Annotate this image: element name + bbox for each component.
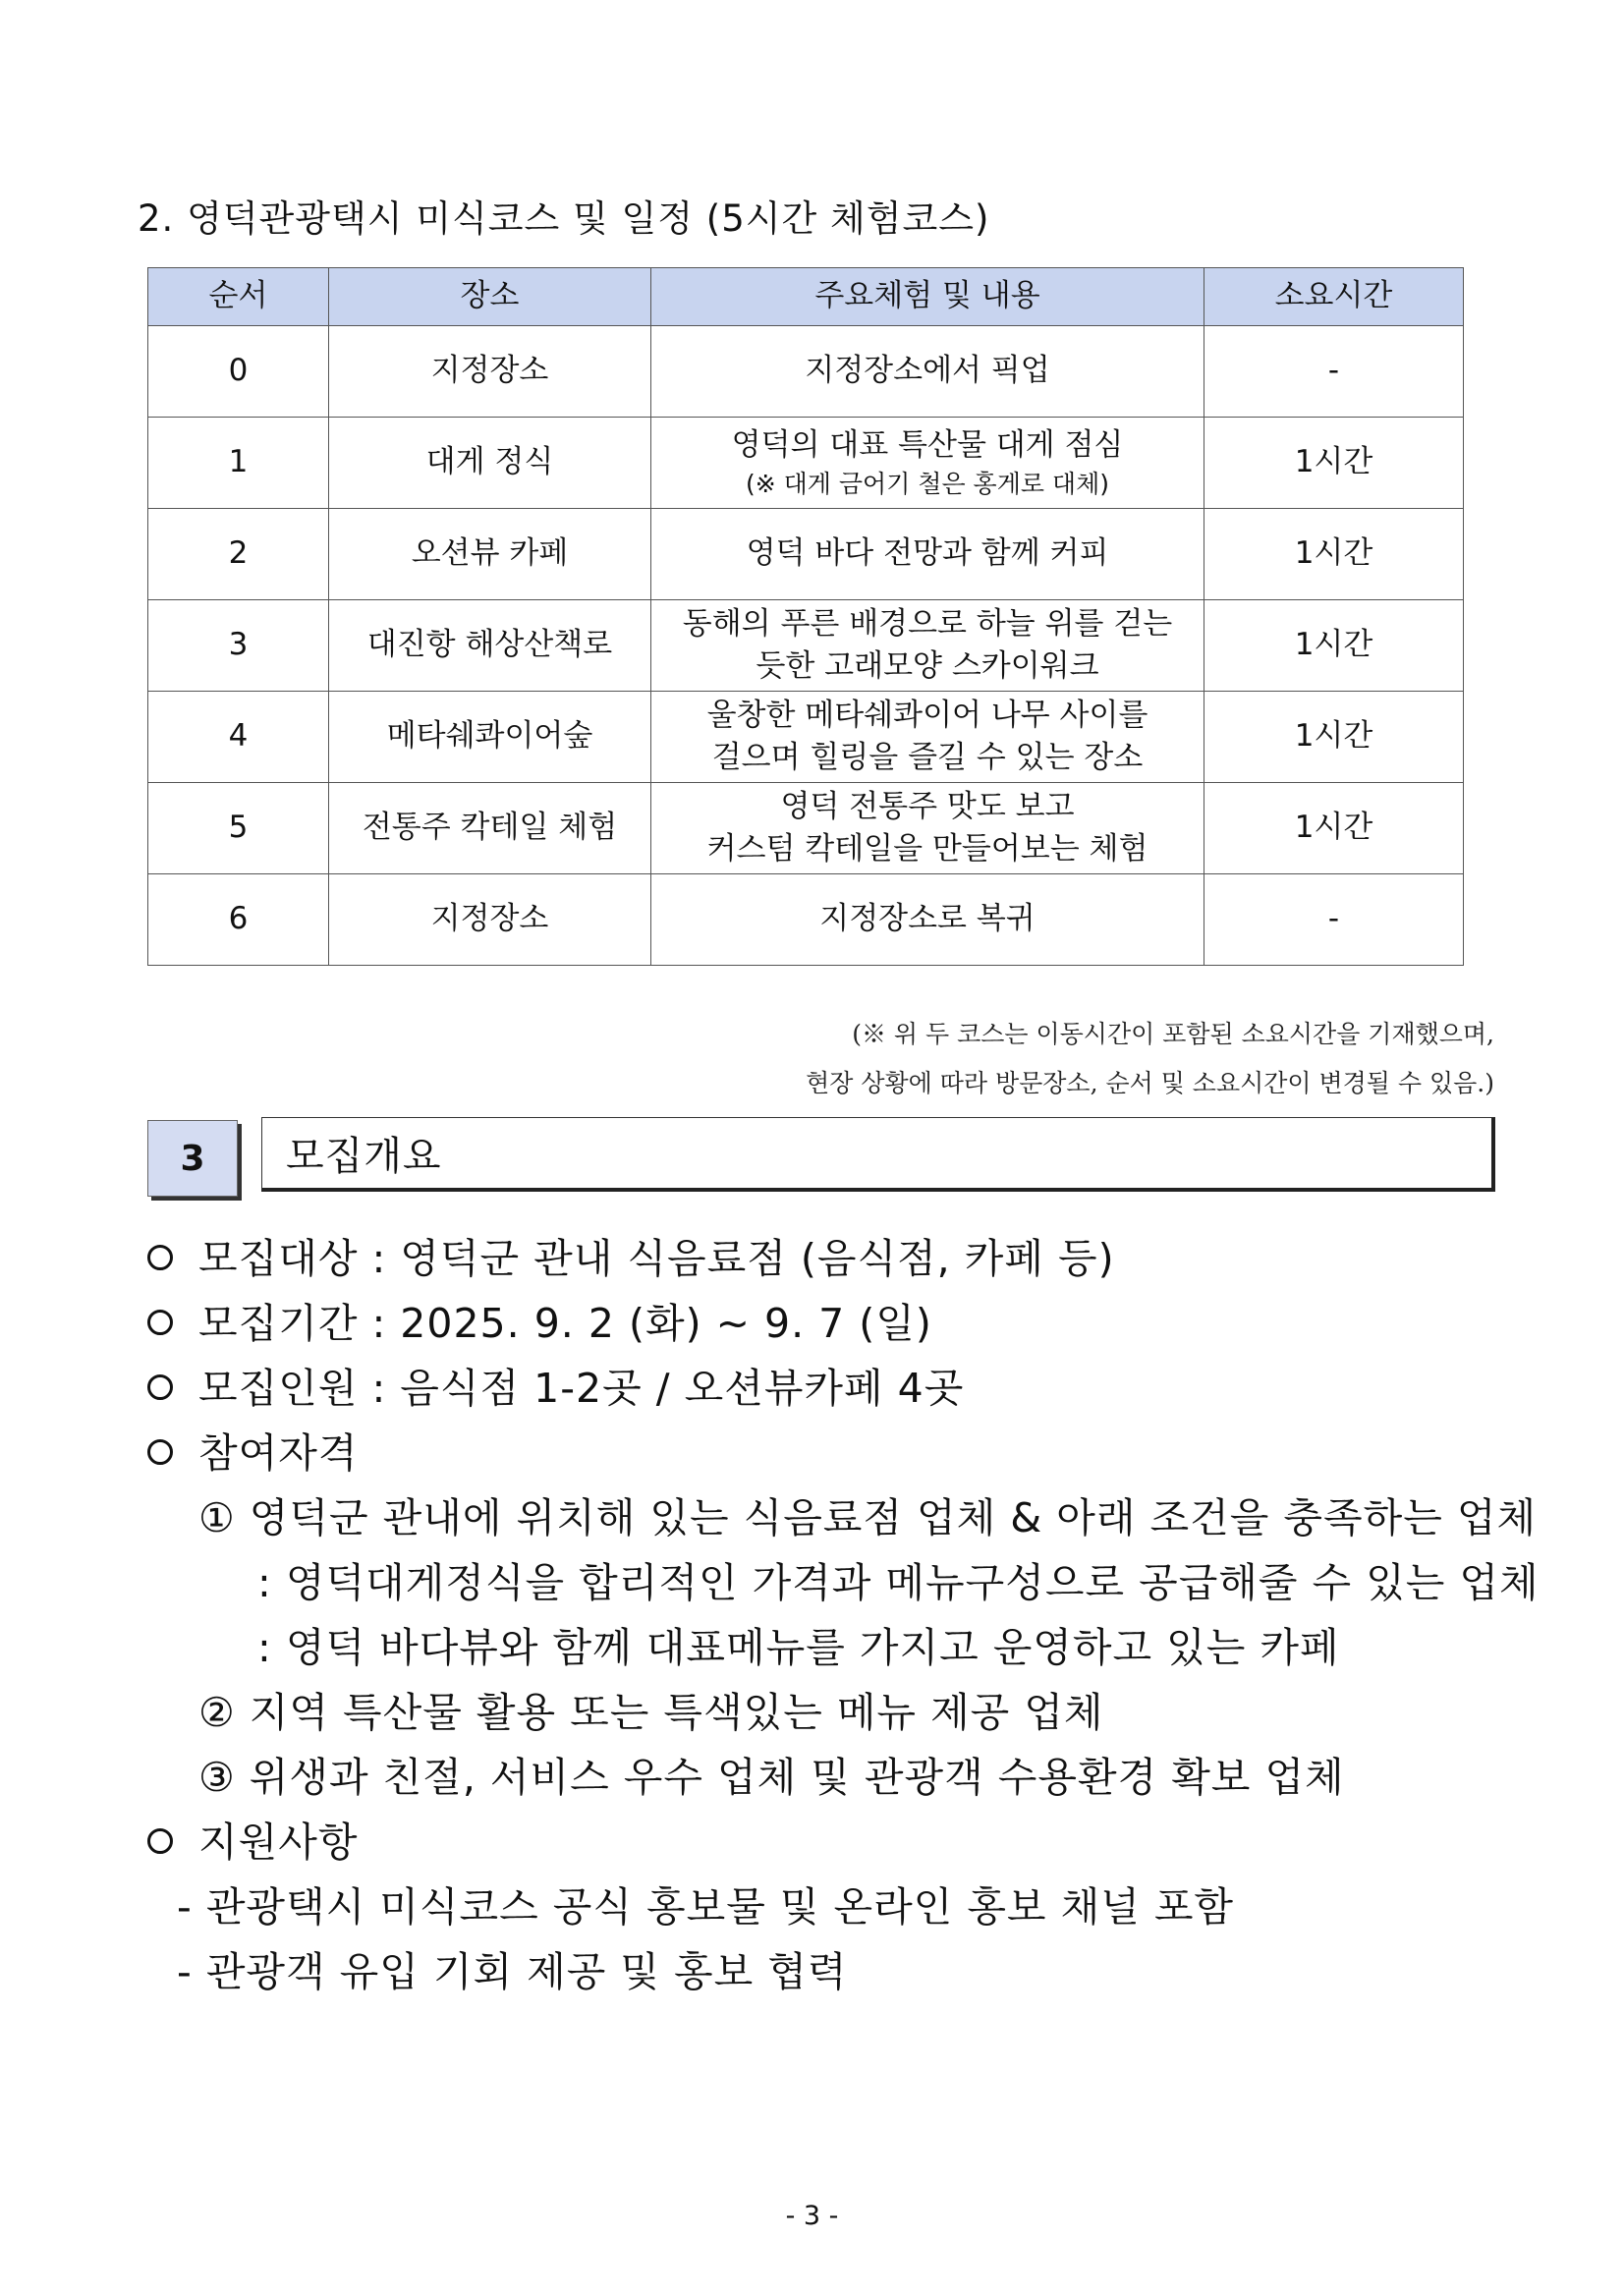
cell-time: 1시간 <box>1204 418 1464 509</box>
section-heading-box <box>261 1117 1495 1192</box>
content-line: 영덕 전통주 맛도 보고 <box>780 788 1075 824</box>
cell-content <box>651 600 1204 692</box>
cell-time: - <box>1204 326 1464 418</box>
cell-order: 3 <box>148 600 329 692</box>
header-order: 순서 <box>148 268 329 326</box>
cell-time: 1시간 <box>1204 692 1464 783</box>
recruit-target-text: 모집대상 : 영덕군 관내 식음료점 (음식점, 카페 등) <box>198 1235 1115 1282</box>
cell-time: - <box>1204 874 1464 966</box>
support-text: 지원사항 <box>198 1819 359 1866</box>
cell-time: 1시간 <box>1204 783 1464 874</box>
cell-content <box>651 418 1204 509</box>
cell-order: 2 <box>148 509 329 600</box>
content-line: 커스텀 칵테일을 만들어보는 체험 <box>706 831 1148 867</box>
circle-bullet-icon <box>147 1828 173 1854</box>
content-line: 듯한 고래모양 스카이워크 <box>756 648 1099 684</box>
qualification-1: ① 영덕군 관내에 위치해 있는 식음료점 업체 & 아래 조건을 충족하는 업체 <box>198 1494 1538 1541</box>
cell-place: 대게 정식 <box>329 418 651 509</box>
content-line: 영덕의 대표 특산물 대게 점심 <box>731 426 1124 463</box>
cell-order: 4 <box>148 692 329 783</box>
cell-place: 지정장소 <box>329 874 651 966</box>
cell-place: 오션뷰 카페 <box>329 509 651 600</box>
table-row <box>148 600 1464 692</box>
circle-bullet-icon <box>147 1310 173 1335</box>
footnote-line-1: (※ 위 두 코스는 이동시간이 포함된 소요시간을 기재했으며, <box>852 1020 1494 1048</box>
support-2: - 관광객 유입 기회 제공 및 홍보 협력 <box>177 1948 848 1995</box>
content-line: 동해의 푸른 배경으로 하늘 위를 걷는 <box>682 605 1173 642</box>
cell-place: 대진항 해상산책로 <box>329 600 651 692</box>
cell-order: 5 <box>148 783 329 874</box>
qualification-item <box>147 1421 358 1479</box>
cell-content <box>651 783 1204 874</box>
content-line: 걸으며 힐링을 즐길 수 있는 장소 <box>711 740 1144 775</box>
footnote-line-2: 현장 상황에 따라 방문장소, 순서 및 소요시간이 변경될 수 있음.) <box>806 1069 1494 1097</box>
cell-order: 0 <box>148 326 329 418</box>
circle-bullet-icon <box>147 1245 173 1270</box>
qualification-1a: : 영덕대게정식을 합리적인 가격과 메뉴구성으로 공급해줄 수 있는 업체 <box>257 1559 1540 1606</box>
cell-place: 메타쉐콰이어숲 <box>329 692 651 783</box>
course-schedule-table <box>147 267 1464 966</box>
table-row <box>148 692 1464 783</box>
table-row <box>148 509 1464 600</box>
qualification-text: 참여자격 <box>198 1429 359 1477</box>
cell-place: 지정장소 <box>329 326 651 418</box>
cell-place: 전통주 칵테일 체험 <box>329 783 651 874</box>
table-row <box>148 326 1464 418</box>
footnote <box>806 1010 1494 1108</box>
cell-content <box>651 692 1204 783</box>
recruit-target-item <box>147 1226 1115 1284</box>
cell-content: 지정장소에서 픽업 <box>651 326 1204 418</box>
header-content: 주요체험 및 내용 <box>651 268 1204 326</box>
cell-time: 1시간 <box>1204 600 1464 692</box>
section-number-box: 3 <box>147 1120 238 1197</box>
table-row <box>148 418 1464 509</box>
section-heading: 모집개요 <box>286 1134 442 1179</box>
circle-bullet-icon <box>147 1439 173 1465</box>
section-2-title: 2. 영덕관광택시 미식코스 및 일정 (5시간 체험코스) <box>138 197 990 240</box>
support-1: - 관광택시 미식코스 공식 홍보물 및 온라인 홍보 채널 포함 <box>177 1883 1235 1931</box>
table-row <box>148 783 1464 874</box>
cell-time: 1시간 <box>1204 509 1464 600</box>
support-item <box>147 1810 358 1868</box>
content-note: (※ 대게 금어기 철은 홍게로 대체) <box>746 470 1109 499</box>
qualification-2: ② 지역 특산물 활용 또는 특색있는 메뉴 제공 업체 <box>198 1689 1104 1736</box>
qualification-1b: : 영덕 바다뷰와 함께 대표메뉴를 가지고 운영하고 있는 카페 <box>257 1624 1340 1671</box>
content-line: 울창한 메타쉐콰이어 나무 사이를 <box>706 697 1148 733</box>
recruit-count-text: 모집인원 : 음식점 1-2곳 / 오션뷰카페 4곳 <box>198 1365 965 1412</box>
recruit-period-text: 모집기간 : 2025. 9. 2 (화) ~ 9. 7 (일) <box>198 1300 932 1347</box>
table-header-row <box>148 268 1464 326</box>
page-number: - 3 - <box>785 2201 839 2231</box>
recruit-count-item <box>147 1356 964 1414</box>
table-row <box>148 874 1464 966</box>
circle-bullet-icon <box>147 1374 173 1400</box>
recruit-period-item <box>147 1291 932 1349</box>
qualification-3: ③ 위생과 친절, 서비스 우수 업체 및 관광객 수용환경 확보 업체 <box>198 1754 1345 1801</box>
cell-content: 영덕 바다 전망과 함께 커피 <box>651 509 1204 600</box>
header-place: 장소 <box>329 268 651 326</box>
cell-order: 1 <box>148 418 329 509</box>
header-time: 소요시간 <box>1204 268 1464 326</box>
cell-order: 6 <box>148 874 329 966</box>
cell-content: 지정장소로 복귀 <box>651 874 1204 966</box>
